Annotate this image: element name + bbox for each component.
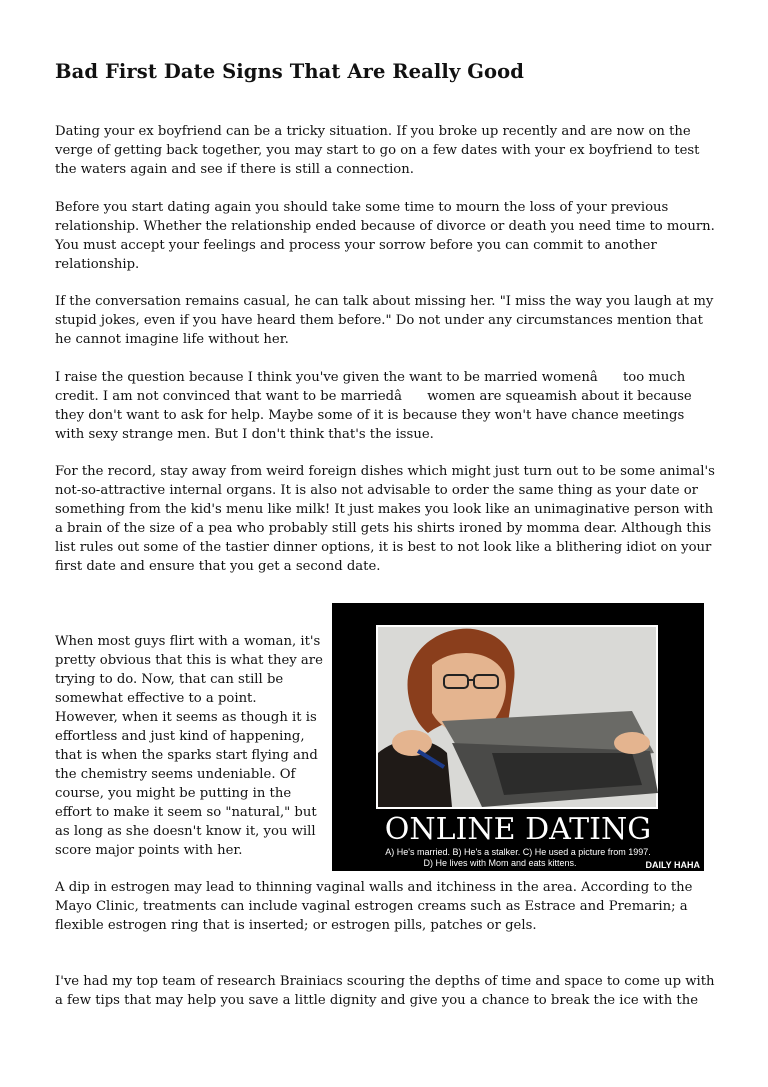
- paragraph: When most guys flirt with a woman, it's pretty obvious that this is what they are trying to do. Now, that can still be somewhat effective to a point. However, when it seems as though it is effortless and just kind of happening, that is when the sparks start flying and the chemistry seems undeniable. Of course, you might be putting in the effort to make it seem so "natural," but as long as she doesn't know it, you will score major points with her.: [55, 634, 323, 858]
- paragraph: If the conversation remains casual, he can talk about missing her. "I miss the way you laugh at my stupid jokes, even if you have heard them before." Do not under any circumstances mention that he cannot imagine life without her.: [55, 294, 714, 347]
- daily-haha-logo: DAILY HAHA: [645, 860, 700, 870]
- poster-headline: ONLINE DATING: [384, 812, 652, 847]
- article-title: Bad First Date Signs That Are Really Good: [55, 60, 524, 83]
- paragraph: Dating your ex boyfriend can be a tricky situation. If you broke up recently and are now on the verge of getting back together, you may start to go on a few dates with your ex boyfriend to test the waters again and see if there is still a connection.: [55, 124, 700, 177]
- paragraph: I raise the question because I think you've given the want to be married womenâ too much credit. I am not convinced that want to be marriedâ women are squeamish about it because they don't want to ask for help. Maybe some of it is because they won't have chance meetings with sexy strange men. But I don't think that's the issue.: [55, 370, 692, 442]
- poster-caption-line2: D) He lives with Mom and eats kittens.: [423, 858, 577, 868]
- poster-caption-line1: A) He's married. B) He's a stalker. C) He used a picture from 1997.: [385, 847, 651, 857]
- paragraph: I've had my top team of research Brainiacs scouring the depths of time and space to come up with a few tips that may help you save a little dignity and give you a chance to break the ice with the: [55, 974, 715, 1008]
- paragraph: For the record, stay away from weird foreign dishes which might just turn out to be some animal's not-so-attractive internal organs. It is also not advisable to order the same thing as your date or something from the kid's menu like milk! It just makes you look like an unimaginative person with a brain of the size of a pea who probably still gets his shirts ironed by momma dear. Although this list rules out some of the tastier dinner options, it is best to not look like a blithering idiot on your first date and ensure that you get a second date.: [55, 464, 715, 574]
- paragraph: Before you start dating again you should take some time to mourn the loss of your previous relationship. Whether the relationship ended because of divorce or death you need time to mourn. You must accept your feelings and process your sorrow before you can commit to another relationship.: [55, 200, 715, 272]
- poster-illustration: [332, 603, 704, 871]
- online-dating-poster-image: [332, 603, 704, 871]
- paragraph: A dip in estrogen may lead to thinning vaginal walls and itchiness in the area. According to the Mayo Clinic, treatments can include vaginal estrogen creams such as Estrace and Premarin; a flexible estrogen ring that is inserted; or estrogen pills, patches or gels.: [55, 880, 693, 933]
